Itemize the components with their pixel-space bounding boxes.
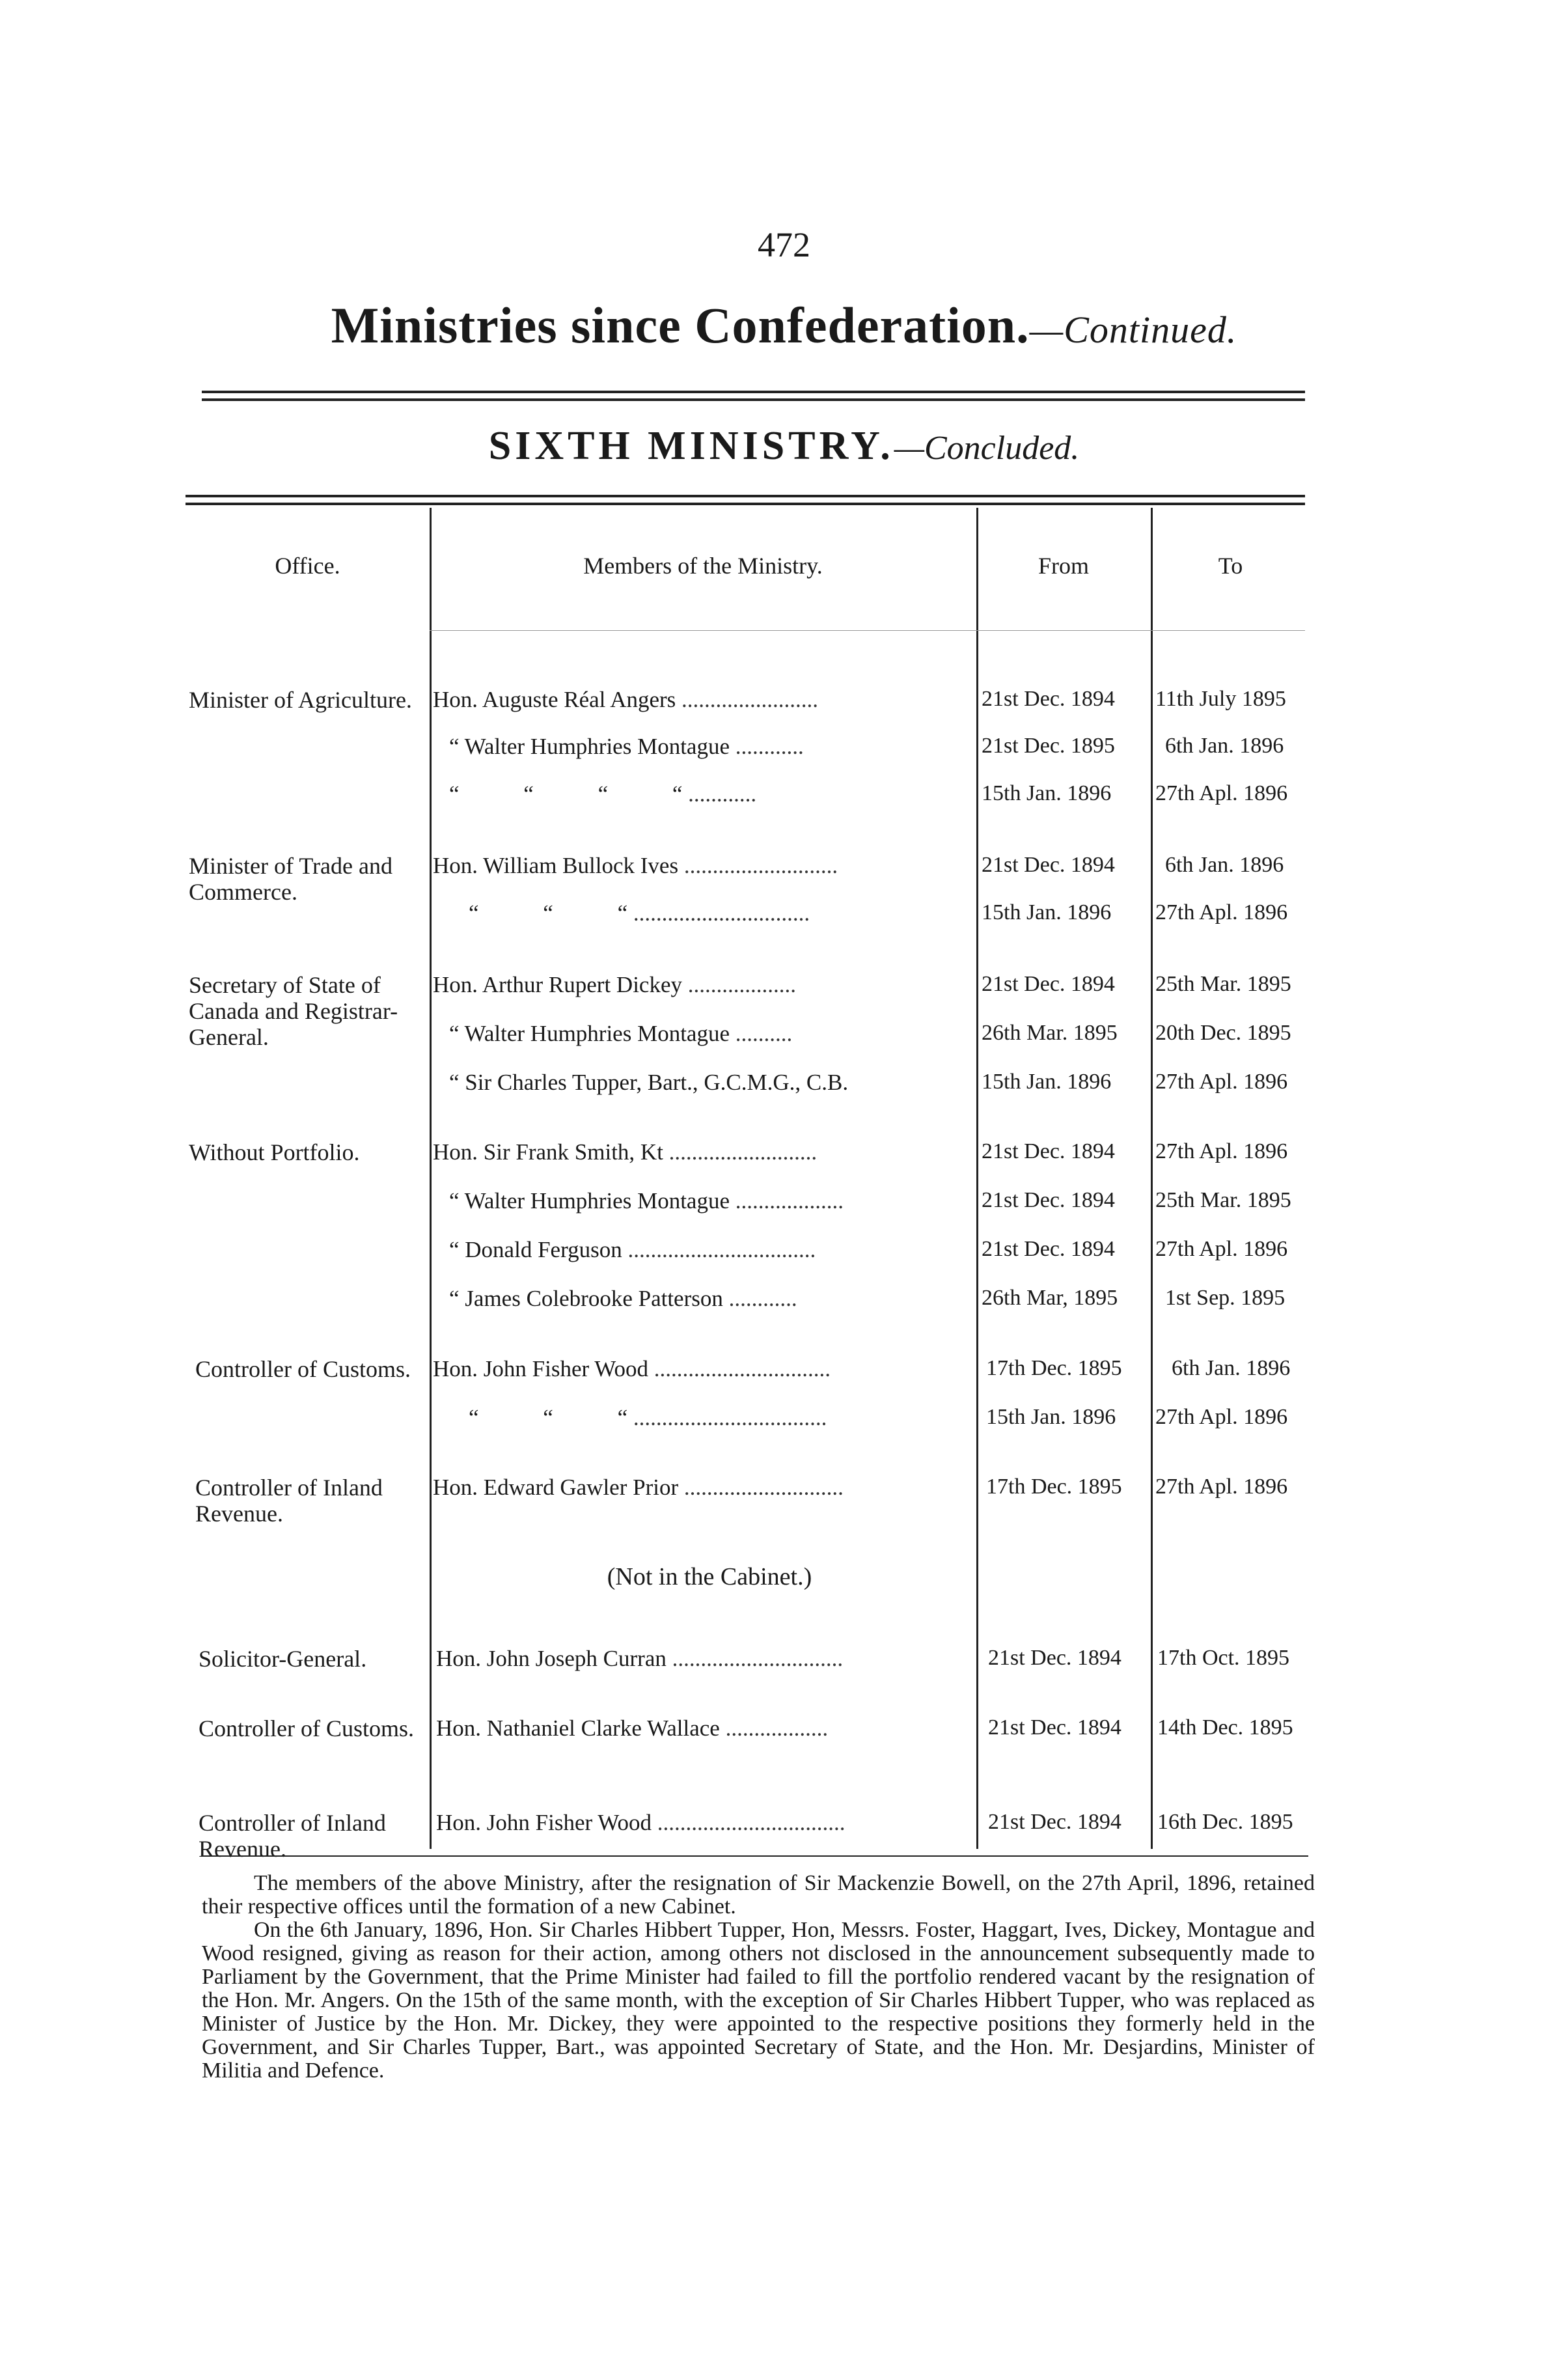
office-secretary-of-state: Secretary of State of Canada and Registrar-General. [189,972,398,1050]
office-agriculture: Minister of Agriculture. [189,687,412,713]
member-row: “ Donald Ferguson ................................. [449,1237,816,1262]
not-in-cabinet-note: (Not in the Cabinet.) [607,1563,812,1590]
from-date: 21st Dec. 1894 [982,972,1115,996]
footnote-paragraph: On the 6th January, 1896, Hon. Sir Charles Hibbert Tupper, Hon, Messrs. Foster, Haggart, Ives, Dickey, Montague and Wood resigned, giving as reason for their action, among others not disclosed in the announcement subsequently made to Parliament by the Government, that the Prime Minister had failed to fill the portfolio rendered vacant by the resignation of the Hon. Mr. Angers. On the 15th of the same month, with the exception of Sir Charles Hibbert Tupper, who was replaced as Minister of Justice by the Hon. Mr. Dickey, they were appointed to the respective positions they formerly held in the Government, and Sir Charles Tupper, Bart., was appointed Secretary of State, and the Hon. Mr. Desjardins, Minister of Militia and Defence. [202,1918,1315,2083]
to-date: 6th Jan. 1896 [1165,734,1284,758]
footnote [202,1872,1315,2083]
to-date: 6th Jan. 1896 [1165,853,1284,877]
from-date: 15th Jan. 1896 [982,1070,1112,1094]
to-date: 11th July 1895 [1155,687,1286,711]
member-row: Hon. John Fisher Wood ............................... [433,1356,831,1381]
from-date: 21st Dec. 1894 [982,1188,1115,1212]
from-date: 21st Dec. 1894 [982,1139,1115,1163]
member-row: “ “ “ “ ............ [449,781,757,807]
footnote-paragraph: The members of the above Ministry, after the resignation of Sir Mackenzie Bowell, on the 27th April, 1896, retained their respective offices until the formation of a new Cabinet. [202,1871,1315,1919]
office-controller-inland-revenue-2: Controller of Inland Revenue. [199,1810,386,1862]
member-row: “ Walter Humphries Montague .......... [449,1021,793,1046]
section-title-text: SIXTH MINISTRY. [488,424,894,468]
office-controller-customs-2: Controller of Customs. [199,1715,414,1741]
to-date: 27th Apl. 1896 [1155,1070,1288,1094]
column-divider-2 [976,508,978,1849]
page-title [0,296,1568,355]
member-row: “ “ “ .................................. [469,1405,827,1430]
office-solicitor-general: Solicitor-General. [199,1646,367,1672]
office-controller-customs: Controller of Customs. [195,1356,411,1382]
from-date: 21st Dec. 1894 [982,1237,1115,1261]
from-date: 21st Dec. 1894 [982,853,1115,877]
to-date: 1st Sep. 1895 [1165,1286,1286,1310]
office-without-portfolio: Without Portfolio. [189,1139,360,1165]
column-divider-1 [430,508,432,1849]
table-rule-top-2 [186,503,1305,505]
from-date: 17th Dec. 1895 [986,1356,1122,1380]
to-date: 27th Apl. 1896 [1155,1139,1288,1163]
title-rule-bottom [202,398,1305,401]
page-title-suffix: —Continued. [1029,309,1237,351]
from-date: 15th Jan. 1896 [982,900,1112,924]
member-row: Hon. Auguste Réal Angers ........................ [433,687,819,712]
member-row: Hon. Sir Frank Smith, Kt .......................... [433,1139,818,1165]
member-row: “ Sir Charles Tupper, Bart., G.C.M.G., C.B. [449,1070,849,1095]
to-date: 20th Dec. 1895 [1155,1021,1291,1045]
to-date: 27th Apl. 1896 [1155,1237,1288,1261]
title-rule-top [202,391,1305,393]
from-date: 21st Dec. 1894 [988,1646,1121,1670]
from-date: 26th Mar, 1895 [982,1286,1118,1310]
from-date: 21st Dec. 1894 [988,1810,1121,1834]
section-title-suffix: —Concluded. [894,430,1080,467]
office-controller-inland-revenue: Controller of Inland Revenue. [195,1475,383,1527]
to-date: 17th Oct. 1895 [1157,1646,1290,1670]
to-date: 25th Mar. 1895 [1155,1188,1291,1212]
office-trade-commerce: Minister of Trade and Commerce. [189,853,392,905]
to-date: 6th Jan. 1896 [1172,1356,1291,1380]
from-date: 17th Dec. 1895 [986,1475,1122,1499]
from-date: 21st Dec. 1894 [988,1715,1121,1740]
member-row: Hon. John Fisher Wood ................................. [436,1810,846,1835]
member-row: Hon. Nathaniel Clarke Wallace .................. [436,1715,829,1741]
section-title [0,423,1568,469]
from-date: 15th Jan. 1896 [982,781,1112,805]
to-date: 16th Dec. 1895 [1157,1810,1293,1834]
member-row: “ Walter Humphries Montague ................... [449,1188,844,1214]
member-row: “ Walter Humphries Montague ............ [449,734,804,759]
page-number: 472 [758,225,810,264]
to-date: 27th Apl. 1896 [1155,1405,1288,1429]
header-office: Office. [275,553,340,579]
from-date: 21st Dec. 1894 [982,687,1115,711]
from-date: 26th Mar. 1895 [982,1021,1118,1045]
member-row: Hon. Arthur Rupert Dickey ................... [433,972,796,997]
to-date: 27th Apl. 1896 [1155,781,1288,805]
header-rule [430,630,1305,631]
to-date: 27th Apl. 1896 [1155,1475,1288,1499]
from-date: 15th Jan. 1896 [986,1405,1116,1429]
to-date: 25th Mar. 1895 [1155,972,1291,996]
member-row: Hon. Edward Gawler Prior ............................ [433,1475,844,1500]
header-to: To [1218,553,1243,579]
from-date: 21st Dec. 1895 [982,734,1115,758]
to-date: 27th Apl. 1896 [1155,900,1288,924]
to-date: 14th Dec. 1895 [1157,1715,1293,1740]
page-title-text: Ministries since Confederation. [331,297,1030,354]
member-row: “ “ “ ............................... [469,900,810,926]
member-row: “ James Colebrooke Patterson ............ [449,1286,797,1311]
table-rule-top [186,495,1305,497]
table-rule-bottom [202,1855,1308,1857]
column-divider-3 [1151,508,1153,1849]
header-from: From [1038,553,1089,579]
member-row: Hon. William Bullock Ives ........................... [433,853,838,878]
header-members: Members of the Ministry. [583,553,823,579]
member-row: Hon. John Joseph Curran .............................. [436,1646,844,1671]
